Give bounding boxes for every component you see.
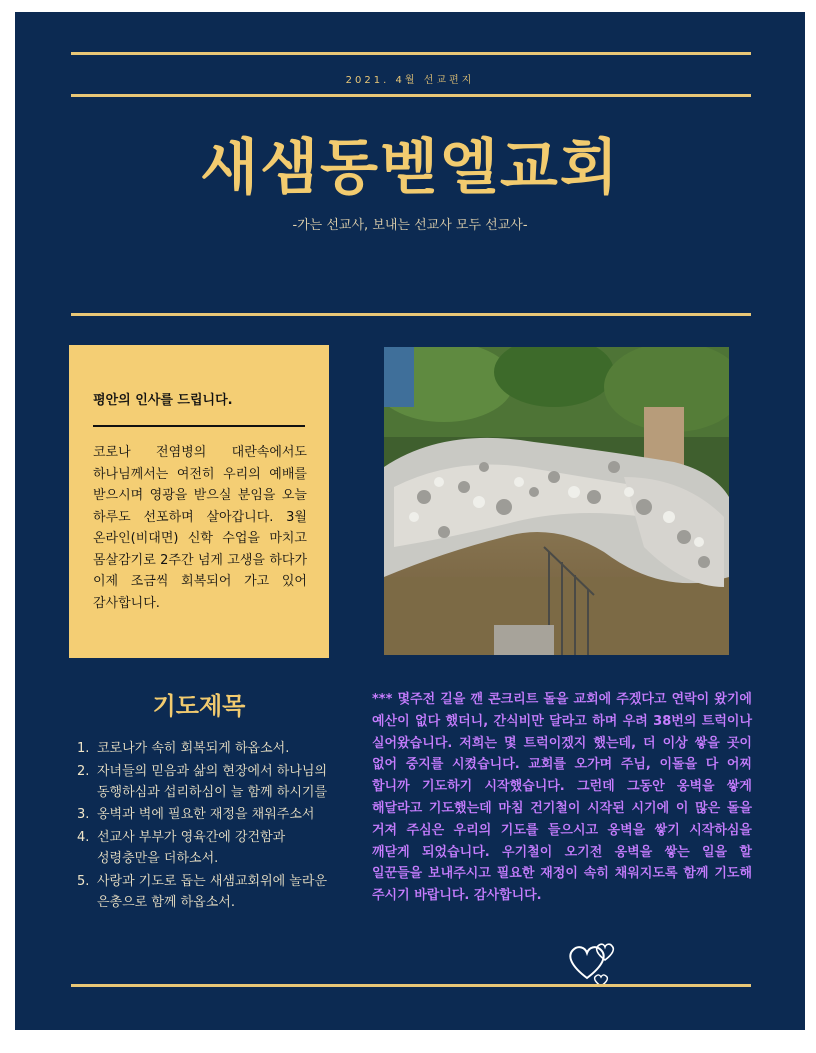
prayer-item: 3. 옹벽과 벽에 필요한 재정을 채워주소서 (77, 807, 315, 823)
rock-pile-photo-art (384, 347, 729, 655)
letter-body: *** 몇주전 길을 깬 콘크리트 돌을 교회에 주겠다고 연락이 왔기에 예산이 없다 했더니, 간식비만 달라고 하며 우려 38번의 트럭이나 실어왔습니다. 저희는 몇 트럭이겠지 했는데, 더 이상 쌓을 곳이 없어 중지를 시켰습니다. 교회를 오가며 주님, 이돌을 다 어찌 합니까 기도하기 시작했습니다. 그런데 그동안 옹벽을 쌓게 해달라고 기도했는데 마침 건기철이 시작된 시기에 이 많은 돌을 거져 주심은 우리의 기도를 들으시고 옹벽을 쌓기 시작하심을 깨닫게 되었습니다. 우기철이 오기전 옹벽을 쌓는 일을 할 일꾼들을 보내주시고 필요한 재정이 속히 채워지도록 함께 기도해 주시기 바랍니다. 감사합니다. (372, 692, 752, 904)
prayer-list (77, 739, 335, 915)
top-rule (71, 52, 751, 55)
page-subtitle: -가는 선교사, 보내는 선교사 모두 선교사- (292, 218, 528, 233)
bottom-rule (71, 984, 751, 987)
greeting-title: 평안의 인사를 드립니다. (93, 393, 233, 408)
prayer-title: 기도제목 (152, 692, 246, 720)
prayer-item: 4. 선교사 부부가 영육간에 강건함과 성령충만을 더하소서. (77, 830, 286, 866)
greeting-body: 코로나 전염병의 대란속에서도 하나님께서는 여전히 우리의 예배를 받으시며 영광을 받으실 분임을 오늘 하루도 선포하며 살아갑니다. 3월 온라인(비대면) 신학 수업을 마치고 몸살감기로 2주간 넘게 고생을 하다가 이제 조금씩 회복되어 가고 있어 감사합니다. (93, 445, 307, 611)
date-label: 2021. 4월 선교편지 (345, 75, 475, 86)
section-rule (71, 313, 751, 316)
page-title: 새샘동벧엘교회 (200, 133, 620, 203)
rock-pile-photo (384, 347, 729, 655)
prayer-item: 5. 사랑과 기도로 돕는 새샘교회위에 놀라운 은총으로 함께 하옵소서. (77, 873, 328, 910)
prayer-item: 2. 자녀들의 믿음과 삶의 현장에서 하나님의 동행하심과 섭리하심이 늘 함께 하시기를 (77, 763, 328, 800)
prayer-item: 1. 코로나가 속히 회복되게 하옵소서. (77, 741, 290, 756)
hearts-icon (563, 930, 623, 990)
newsletter-page (15, 12, 805, 1030)
greeting-divider (93, 425, 305, 427)
greeting-box (69, 345, 329, 658)
header-rule (71, 94, 751, 97)
